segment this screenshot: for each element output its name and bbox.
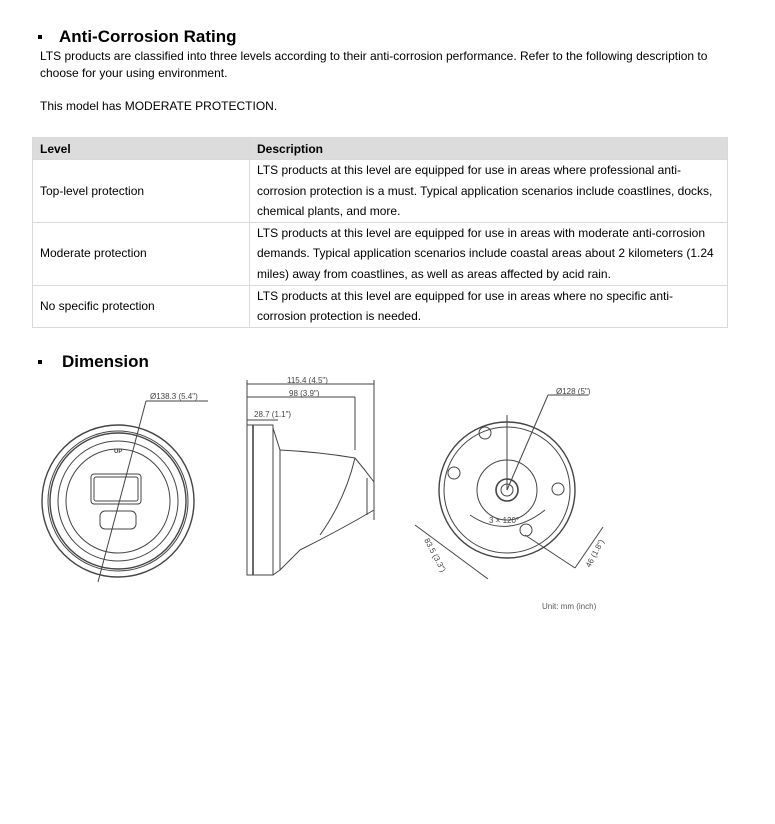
table-row [33, 285, 728, 327]
table-row [33, 160, 728, 223]
unit-note: Unit: mm (inch) [542, 602, 597, 611]
side-view-drawing [240, 370, 390, 585]
dimension-heading [38, 352, 149, 372]
front-view-drawing [30, 385, 230, 585]
description-cell: LTS products at this level are equipped for use in areas with moderate anti-corrosion demands. Typical application scenarios include coastal areas about 2 kilometers (1.24 miles) away from coastlines, as well as areas affected by acid rain. [250, 222, 728, 285]
level-cell: No specific protection [33, 285, 250, 327]
level-cell: Moderate protection [33, 222, 250, 285]
anti-corrosion-heading [38, 27, 237, 47]
base-depth-label: 28.7 (1.1") [254, 410, 292, 419]
mount-diameter-label: Ø128 (5") [556, 387, 591, 396]
up-marker: UP [114, 449, 123, 455]
description-cell: LTS products at this level are equipped for use in areas where professional anti-corrosion protection is a must. Typical application scenarios include coastlines, docks, chemical plants, and more. [250, 160, 728, 223]
table-header-row [33, 138, 728, 160]
anti-corrosion-table [32, 137, 728, 328]
hole-span-b-label: 46 (1.8") [583, 537, 607, 569]
bullet-icon [38, 360, 42, 364]
header-level: Level [33, 138, 250, 160]
overall-width-label: 115.4 (4.5") [287, 376, 328, 385]
body-width-label: 98 (3.9") [289, 389, 320, 398]
mount-view-drawing [410, 375, 620, 590]
table-row [33, 222, 728, 285]
model-protection-note: This model has MODERATE PROTECTION. [40, 99, 278, 113]
bullet-icon [38, 35, 42, 39]
description-cell: LTS products at this level are equipped for use in areas where no specific anti-corrosion protection is needed. [250, 285, 728, 327]
hole-span-a-label: 83.5 (3.3") [422, 536, 448, 574]
front-diameter-label: Ø138.3 (5.4") [150, 392, 198, 401]
intro-paragraph: LTS products are classified into three levels according to their anti-corrosion performance. Refer to the following description to choose for your using environment. [40, 49, 708, 80]
anti-corrosion-title: Anti-Corrosion Rating [59, 27, 237, 46]
level-cell: Top-level protection [33, 160, 250, 223]
header-description: Description [250, 138, 728, 160]
angle-label: 3 × 120° [489, 516, 520, 525]
dimension-title: Dimension [62, 352, 149, 371]
